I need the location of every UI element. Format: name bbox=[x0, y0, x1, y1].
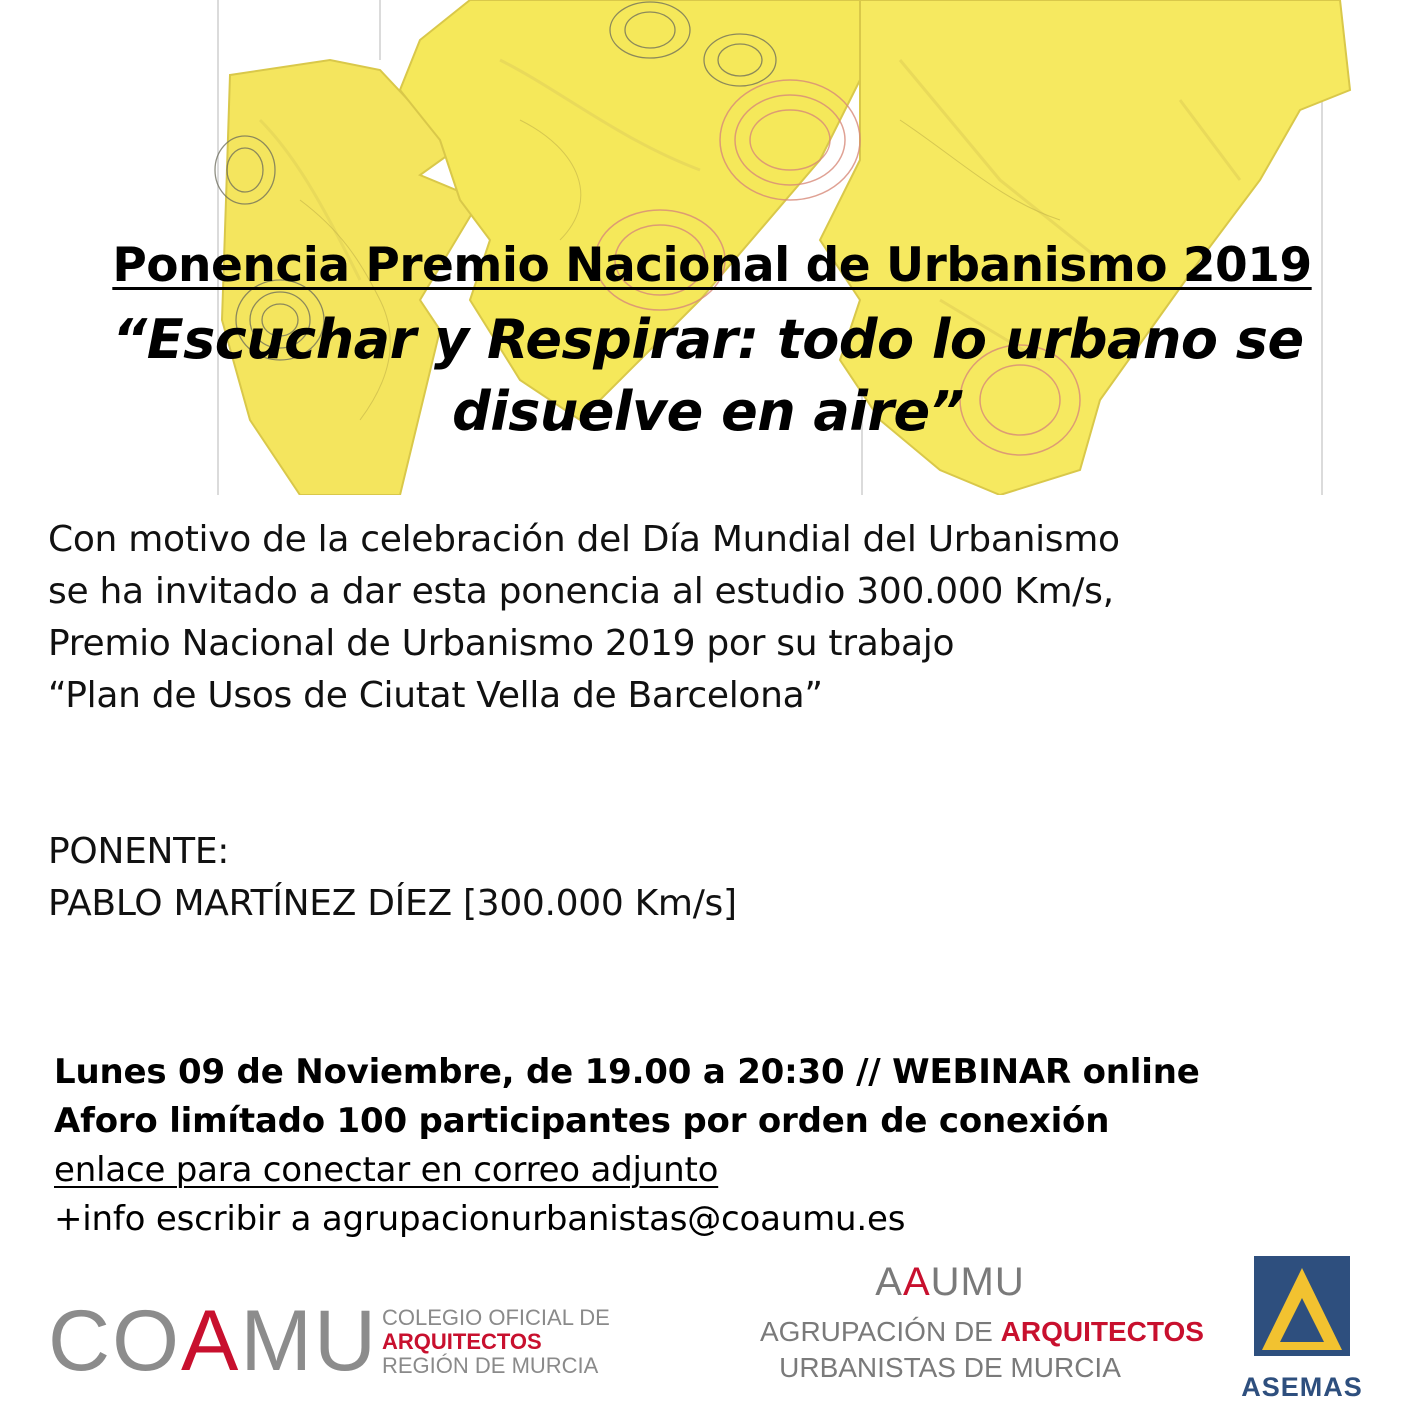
coamu-subtitle: COLEGIO OFICIAL DE ARQUITECTOS REGIÓN DE MURCIA bbox=[382, 1305, 610, 1378]
subtitle-line-1: “Escuchar y Respirar: todo lo urbano se bbox=[112, 308, 1304, 371]
event-details bbox=[54, 1048, 1200, 1244]
talk-subtitle bbox=[0, 304, 1416, 448]
intro-line: se ha invitado a dar esta ponencia al estudio 300.000 Km/s, bbox=[48, 571, 1114, 612]
aaumu-line-2: AGRUPACIÓN DE ARQUITECTOS bbox=[760, 1316, 1204, 1347]
intro-paragraph bbox=[48, 514, 1388, 722]
event-date: Lunes 09 de Noviembre, de 19.00 a 20:30 // WEBINAR online bbox=[54, 1052, 1200, 1092]
speaker-affiliation: [300.000 Km/s] bbox=[462, 883, 737, 924]
event-info: +info escribir a agrupacionurbanistas@coaumu.es bbox=[54, 1199, 906, 1239]
intro-line: Premio Nacional de Urbanismo 2019 por su trabajo bbox=[48, 623, 955, 664]
aaumu-wordmark: AAUMU bbox=[875, 1260, 1025, 1304]
connection-link[interactable]: enlace para conectar en correo adjunto bbox=[54, 1150, 719, 1190]
subtitle-line-2: disuelve en aire” bbox=[452, 380, 964, 443]
event-capacity: Aforo limítado 100 participantes por orden de conexión bbox=[54, 1101, 1110, 1141]
aaumu-line-3: URBANISTAS DE MURCIA bbox=[779, 1352, 1121, 1383]
asemas-label: ASEMAS bbox=[1241, 1372, 1363, 1402]
coamu-logo bbox=[48, 1293, 610, 1389]
intro-line: “Plan de Usos de Ciutat Vella de Barcelona” bbox=[48, 675, 823, 716]
speaker-block bbox=[48, 826, 737, 930]
intro-line: Con motivo de la celebración del Día Mundial del Urbanismo bbox=[48, 519, 1120, 560]
coamu-wordmark: COAMU bbox=[48, 1293, 379, 1389]
sponsor-logos bbox=[0, 1250, 1416, 1417]
page-title: Ponencia Premio Nacional de Urbanismo 2019 bbox=[112, 238, 1312, 293]
speaker-label: PONENTE: bbox=[48, 831, 230, 872]
speaker-line bbox=[48, 878, 737, 930]
speaker-name: PABLO MARTÍNEZ DÍEZ bbox=[48, 883, 452, 924]
aaumu-logo bbox=[760, 1260, 1204, 1386]
